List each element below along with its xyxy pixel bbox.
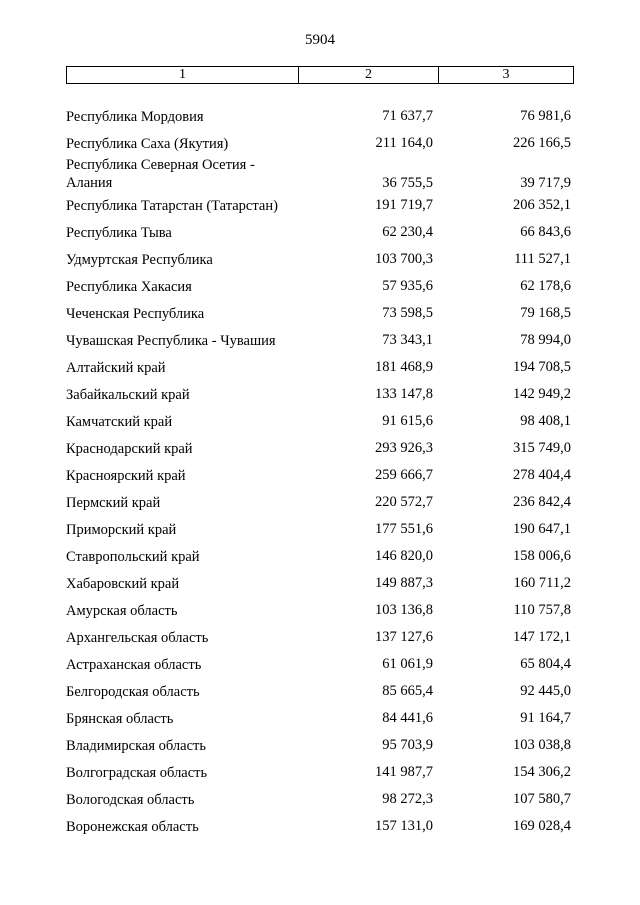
value-col-2: 62 230,4 bbox=[382, 224, 433, 240]
table-row bbox=[0, 386, 640, 406]
value-col-2: 133 147,8 bbox=[375, 386, 433, 402]
value-col-2: 95 703,9 bbox=[382, 737, 433, 753]
value-col-3: 91 164,7 bbox=[520, 710, 571, 726]
region-name: Воронежская область bbox=[66, 819, 199, 835]
region-name: Алтайский край bbox=[66, 360, 166, 376]
value-col-2: 91 615,6 bbox=[382, 413, 433, 429]
value-col-2: 157 131,0 bbox=[375, 818, 433, 834]
value-col-2: 191 719,7 bbox=[375, 197, 433, 213]
value-col-3: 39 717,9 bbox=[520, 175, 571, 191]
table-row bbox=[0, 683, 640, 703]
region-name: Хабаровский край bbox=[66, 576, 180, 592]
region-name: Камчатский край bbox=[66, 414, 173, 430]
table-row bbox=[0, 108, 640, 128]
table-row bbox=[0, 548, 640, 568]
value-col-3: 169 028,4 bbox=[513, 818, 571, 834]
value-col-3: 160 711,2 bbox=[513, 575, 571, 591]
value-col-2: 181 468,9 bbox=[375, 359, 433, 375]
region-name: Забайкальский край bbox=[66, 387, 190, 403]
value-col-3: 66 843,6 bbox=[520, 224, 571, 240]
value-col-2: 57 935,6 bbox=[382, 278, 433, 294]
value-col-3: 92 445,0 bbox=[520, 683, 571, 699]
value-col-3: 194 708,5 bbox=[513, 359, 571, 375]
value-col-2: 36 755,5 bbox=[382, 175, 433, 191]
table-row bbox=[0, 413, 640, 433]
value-col-3: 62 178,6 bbox=[520, 278, 571, 294]
value-col-3: 236 842,4 bbox=[513, 494, 571, 510]
region-name: Республика Татарстан (Татарстан) bbox=[66, 198, 278, 214]
table-row bbox=[0, 602, 640, 622]
value-col-2: 61 061,9 bbox=[382, 656, 433, 672]
value-col-2: 73 343,1 bbox=[382, 332, 433, 348]
region-name: Удмуртская Республика bbox=[66, 252, 213, 268]
table-row bbox=[0, 629, 640, 649]
region-name: Астраханская область bbox=[66, 657, 202, 673]
value-col-2: 84 441,6 bbox=[382, 710, 433, 726]
value-col-2: 293 926,3 bbox=[375, 440, 433, 456]
table-row bbox=[0, 278, 640, 298]
region-name: Республика Саха (Якутия) bbox=[66, 136, 229, 152]
column-header-row bbox=[66, 66, 574, 84]
table-row bbox=[0, 656, 640, 676]
value-col-3: 103 038,8 bbox=[513, 737, 571, 753]
table-row bbox=[0, 791, 640, 811]
value-col-2: 146 820,0 bbox=[375, 548, 433, 564]
value-col-2: 71 637,7 bbox=[382, 108, 433, 124]
value-col-3: 142 949,2 bbox=[513, 386, 571, 402]
region-name: Чувашская Республика - Чувашия bbox=[66, 333, 276, 349]
table-row bbox=[0, 575, 640, 595]
table-row bbox=[0, 494, 640, 514]
value-col-3: 79 168,5 bbox=[520, 305, 571, 321]
region-name: Вологодская область bbox=[66, 792, 195, 808]
table-row bbox=[0, 135, 640, 155]
page-number: 5904 bbox=[305, 32, 335, 48]
table-row bbox=[0, 197, 640, 217]
value-col-3: 315 749,0 bbox=[513, 440, 571, 456]
value-col-3: 190 647,1 bbox=[513, 521, 571, 537]
region-name: Республика Северная Осетия - Алания bbox=[66, 157, 255, 191]
table-row bbox=[0, 710, 640, 730]
value-col-3: 278 404,4 bbox=[513, 467, 571, 483]
region-name: Амурская область bbox=[66, 603, 178, 619]
value-col-2: 211 164,0 bbox=[375, 135, 433, 151]
value-col-3: 78 994,0 bbox=[520, 332, 571, 348]
column-header-1: 1 bbox=[67, 67, 299, 83]
value-col-2: 259 666,7 bbox=[375, 467, 433, 483]
value-col-3: 110 757,8 bbox=[513, 602, 571, 618]
region-name: Пермский край bbox=[66, 495, 161, 511]
value-col-3: 154 306,2 bbox=[513, 764, 571, 780]
table-row bbox=[0, 156, 640, 196]
value-col-3: 98 408,1 bbox=[520, 413, 571, 429]
table-row bbox=[0, 224, 640, 244]
region-name: Владимирская область bbox=[66, 738, 206, 754]
region-name: Волгоградская область bbox=[66, 765, 208, 781]
table-row bbox=[0, 737, 640, 757]
table-row bbox=[0, 467, 640, 487]
region-name: Брянская область bbox=[66, 711, 174, 727]
table-row bbox=[0, 305, 640, 325]
value-col-3: 226 166,5 bbox=[513, 135, 571, 151]
region-name: Краснодарский край bbox=[66, 441, 193, 457]
region-name: Красноярский край bbox=[66, 468, 186, 484]
column-header-3: 3 bbox=[502, 67, 510, 82]
value-col-2: 103 700,3 bbox=[375, 251, 433, 267]
region-name: Приморский край bbox=[66, 522, 177, 538]
value-col-2: 149 887,3 bbox=[375, 575, 433, 591]
value-col-3: 206 352,1 bbox=[513, 197, 571, 213]
region-name: Ставропольский край bbox=[66, 549, 200, 565]
value-col-2: 177 551,6 bbox=[375, 521, 433, 537]
value-col-2: 137 127,6 bbox=[375, 629, 433, 645]
value-col-3: 158 006,6 bbox=[513, 548, 571, 564]
column-header-2: 2 bbox=[299, 67, 439, 83]
region-name: Белгородская область bbox=[66, 684, 200, 700]
region-name: Республика Мордовия bbox=[66, 109, 204, 125]
table-row bbox=[0, 521, 640, 541]
value-col-3: 65 804,4 bbox=[520, 656, 571, 672]
value-col-2: 220 572,7 bbox=[375, 494, 433, 510]
table-row bbox=[0, 764, 640, 784]
table-row bbox=[0, 440, 640, 460]
value-col-2: 103 136,8 bbox=[375, 602, 433, 618]
value-col-2: 85 665,4 bbox=[382, 683, 433, 699]
table-row bbox=[0, 359, 640, 379]
value-col-2: 141 987,7 bbox=[375, 764, 433, 780]
value-col-2: 73 598,5 bbox=[382, 305, 433, 321]
table-row bbox=[0, 251, 640, 271]
value-col-3: 76 981,6 bbox=[520, 108, 571, 124]
region-name: Архангельская область bbox=[66, 630, 209, 646]
table-row bbox=[0, 818, 640, 838]
region-name: Чеченская Республика bbox=[66, 306, 205, 322]
value-col-3: 107 580,7 bbox=[513, 791, 571, 807]
table-row bbox=[0, 332, 640, 352]
region-name: Республика Тыва bbox=[66, 225, 172, 241]
value-col-2: 98 272,3 bbox=[382, 791, 433, 807]
value-col-3: 111 527,1 bbox=[514, 251, 571, 267]
value-col-3: 147 172,1 bbox=[513, 629, 571, 645]
region-name: Республика Хакасия bbox=[66, 279, 192, 295]
